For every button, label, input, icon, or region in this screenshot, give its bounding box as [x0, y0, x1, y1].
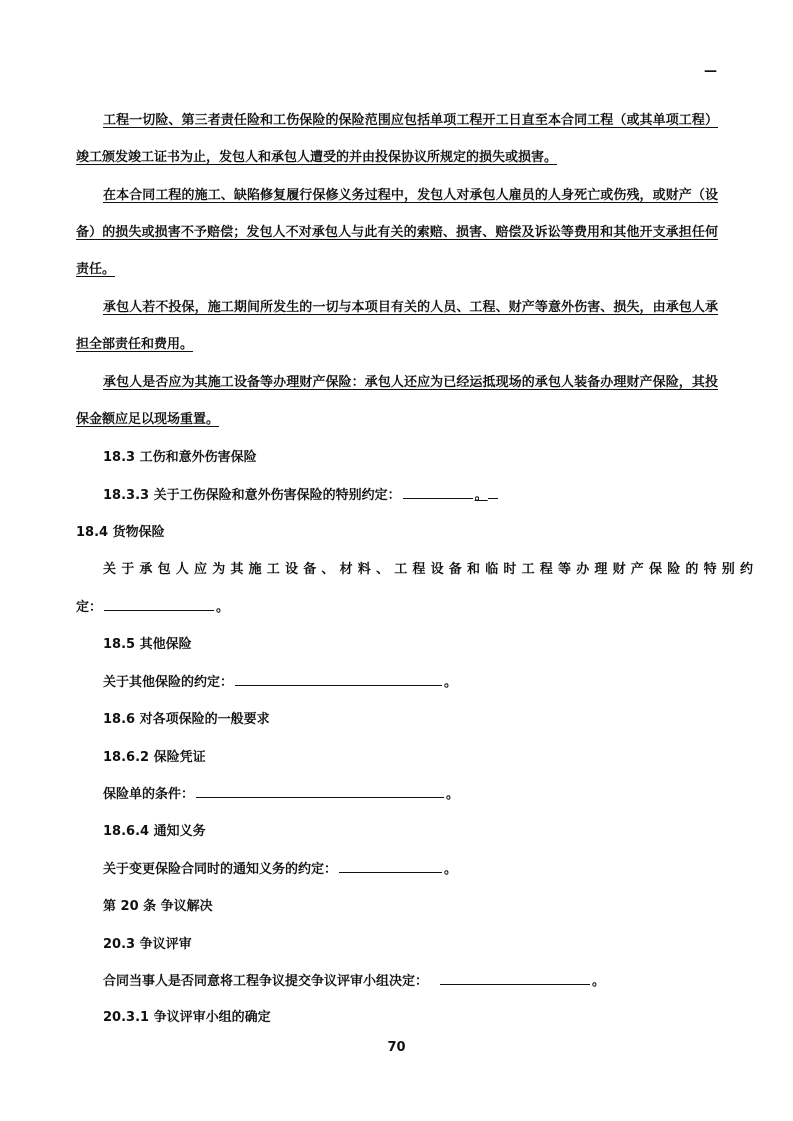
section-20-3-line: [103, 970, 605, 989]
blank-field[interactable]: [403, 486, 473, 499]
section-18-5-label: 关于其他保险的约定：: [103, 675, 234, 690]
blank-field[interactable]: [104, 598, 214, 611]
period: 。: [216, 600, 230, 615]
section-20-3-label: 合同当事人是否同意将工程争议提交争议评审小组决定：: [103, 974, 429, 989]
section-18-6-2-label: 保险单的条件：: [103, 787, 195, 802]
period: 。: [446, 787, 460, 802]
period: 。: [444, 675, 458, 690]
section-18-6-4-heading: 18.6.4 通知义务: [103, 824, 206, 839]
paragraph-equipment-insurance: 承包人是否应为其施工设备等办理财产保险：承包人还应为已经运抵现场的承包人装备办理财产保险，其投保金额应足以现场重置。: [76, 375, 718, 427]
blank-field[interactable]: [235, 673, 442, 686]
header-mark: —: [704, 64, 717, 79]
section-18-6-2-heading: 18.6.2 保险凭证: [103, 750, 206, 765]
section-18-6-4-line: [103, 858, 457, 877]
blank-field[interactable]: [339, 860, 442, 873]
blank-field-tail: [488, 486, 498, 499]
blank-field[interactable]: [440, 972, 590, 985]
section-20-3-heading: 20.3 争议评审: [103, 937, 192, 952]
section-18-6-2-line: [103, 783, 459, 802]
period: 。: [444, 862, 458, 877]
section-18-6-heading: 18.6 对各项保险的一般要求: [103, 712, 270, 727]
section-18-3-3-label: 18.3.3 关于工伤保险和意外伤害保险的特别约定：: [103, 488, 401, 503]
section-20-3-1-heading: 20.3.1 争议评审小组的确定: [103, 1010, 271, 1025]
section-18-4-text-cont: [76, 596, 229, 615]
page-number: 70: [387, 1040, 406, 1055]
paragraph-no-insurance: 承包人若不投保，施工期间所发生的一切与本项目有关的人员、工程、财产等意外伤害、损失，由承包人承担全部责任和费用。: [76, 300, 718, 352]
paragraph-no-compensation: 在本合同工程的施工、缺陷修复履行保修义务过程中，发包人对承包人雇员的人身死亡或伤残，或财产（设备）的损失或损害不予赔偿；发包人不对承包人与此有关的索赔、损害、赔偿及诉讼等费用和其他开支承担任何责任。: [76, 188, 718, 277]
section-18-4-label: 定：: [76, 600, 103, 615]
section-18-5-line: [103, 671, 457, 690]
section-18-3-3-line: [103, 484, 500, 503]
period: 。: [474, 488, 488, 503]
period: 。: [592, 974, 606, 989]
section-18-4-text: 关于承包人应为其施工设备、材料、工程设备和临时工程等办理财产保险的特别约: [103, 562, 759, 577]
section-18-4-heading: 18.4 货物保险: [76, 525, 165, 540]
section-20-heading: 第 20 条 争议解决: [103, 899, 213, 914]
blank-field[interactable]: [196, 785, 444, 798]
paragraph-insurance-scope: 工程一切险、第三者责任险和工伤保险的保险范围应包括单项工程开工日直至本合同工程（或其单项工程）竣工颁发竣工证书为止，发包人和承包人遭受的并由投保协议所规定的损失或损害。: [76, 113, 718, 165]
section-18-3-heading: 18.3 工伤和意外伤害保险: [103, 450, 257, 465]
section-18-6-4-label: 关于变更保险合同时的通知义务的约定：: [103, 862, 338, 877]
section-18-5-heading: 18.5 其他保险: [103, 637, 192, 652]
